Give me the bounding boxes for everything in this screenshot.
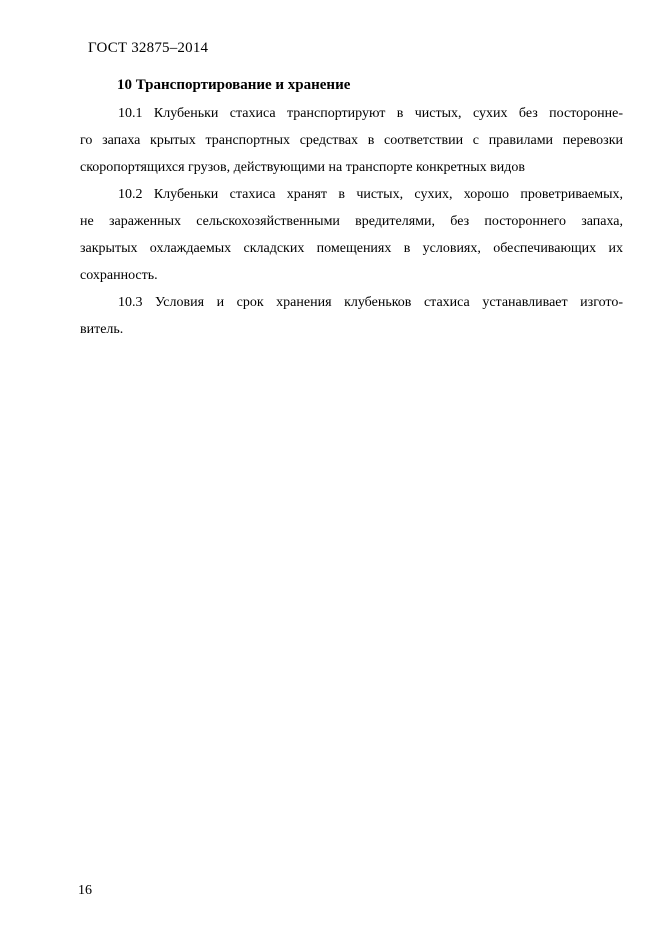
paragraph-line: 10.1 Клубеньки стахиса транспортируют в чистых, сухих без посторонне- [118, 106, 623, 121]
section-body [80, 100, 623, 343]
paragraph-10-2 [80, 181, 623, 289]
paragraph-line: витель. [80, 322, 124, 337]
paragraph-line: сохранность. [80, 268, 158, 283]
paragraph-line: го запаха крытых транспортных средствах в соответствии с правилами перевозки [80, 133, 623, 148]
section-title: 10 Транспортирование и хранение [117, 77, 351, 93]
paragraph-10-3 [80, 289, 623, 343]
document-code-header: ГОСТ 32875–2014 [88, 40, 209, 56]
page-number: 16 [78, 883, 92, 898]
paragraph-line: скоропортящихся грузов, действующими на транспорте конкретных видов [80, 160, 526, 175]
paragraph-line: закрытых охлаждаемых складских помещениях в условиях, обеспечивающих их [80, 241, 623, 256]
paragraph-line: 10.3 Условия и срок хранения клубеньков стахиса устанавливает изгото- [118, 295, 623, 310]
paragraph-line: не зараженных сельскохозяйственными вредителями, без постороннего запаха, [80, 214, 623, 229]
paragraph-line: 10.2 Клубеньки стахиса хранят в чистых, сухих, хорошо проветриваемых, [118, 187, 623, 202]
paragraph-10-1 [80, 100, 623, 181]
